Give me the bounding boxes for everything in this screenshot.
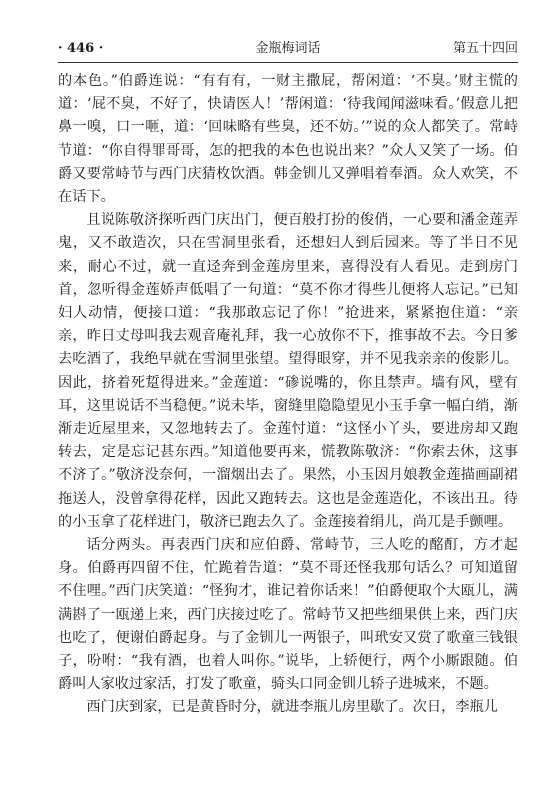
paragraph: 的本色。”伯爵连说：“有有有，一财主撒屁，帮闲道：‘不臭。’财主慌的道：‘屁不臭，不好了，快请医人！’帮闲道：‘待我闻闻滋味看。’假意儿把鼻一嗅，口一咂，道：‘回味略有些臭，还不妨。’”说的众人都笑了。常峙节道：“你自得罪哥哥，怎的把我的本色也说出来？”众人又笑了一场。伯爵又要常峙节与西门庆猜枚饮酒。韩金钏儿又弹唱着奉酒。众人欢笑，不在话下。 — [58, 73, 518, 206]
book-title: 金瓶梅词话 — [255, 41, 321, 56]
paragraph: 西门庆到家，已是黄昏时分，就进李瓶儿房里歇了。次日，李瓶儿 — [86, 699, 498, 716]
chapter-title: 第五十四回 — [452, 41, 518, 56]
running-header — [58, 38, 518, 60]
header-rule — [58, 62, 518, 63]
text-body — [58, 70, 518, 720]
paragraph: 且说陈敬济探听西门庆出门，便百般打扮的俊俏，一心要和潘金莲弄鬼，又不敢造次，只在雪洞里张看，还想妇人到后园来。等了半日不见来，耐心不过，就一直迳奔到金莲房里来，喜得没有人看见。走到房门首，忽听得金莲娇声低唱了一句道：“莫不你才得些儿便将人忘记。”已知妇人动情，便接口道：“我那敢忘记了你！”抢进来，紧紧抱住道：“亲亲，昨日丈母叫我去观音庵礼拜，我一心放你不下，推事故不去。今日爹去吃酒了，我绝早就在雪洞里张望。望得眼穿，并不见我亲亲的俊影儿。因此，挤着死踅得进来。”金莲道：“碜说嘴的，你且禁声。墙有风，壁有耳，这里说话不当稳便。”说未毕，窗缝里隐隐望见小玉手拿一幅白绡，渐渐走近屋里来，又忽地转去了。金莲忖道：“这怪小丫头，要进房却又跑转去，定是忘记甚东西。”知道他要再来，慌教陈敬济：“你索去休，这事不济了。”敬济没奈何，一溜烟出去了。果然，小玉因月娘教金莲描画副裙拖送人，没曾拿得花样，因此又跑转去。这也是金莲造化，不该出丑。待的小玉拿了花样进门，敬济已跑去久了。金莲接着绢儿，尚兀是手颤哩。 — [58, 212, 518, 530]
page-number: · 446 · — [58, 41, 104, 56]
paragraph: 话分两头。再表西门庆和应伯爵、常峙节，三人吃的酩酊，方才起身。伯爵再四留不住，忙跪着告道：“莫不哥还怪我那句话么？可知道留不住哩。”西门庆笑道：“怪狗才，谁记着你话来！”伯爵便取个大瓯儿，满满斟了一瓯递上来，西门庆接过吃了。常峙节又把些细果供上来，西门庆也吃了，便谢伯爵起身。与了金钏儿一两银子，叫玳安又赏了歌童三钱银子，吩咐：“我有酒，也着人叫你。”说毕，上轿便行，两个小厮跟随。伯爵叫人家收过家活，打发了歌童，骑头口同金钏儿轿子进城来，不题。 — [58, 537, 518, 693]
